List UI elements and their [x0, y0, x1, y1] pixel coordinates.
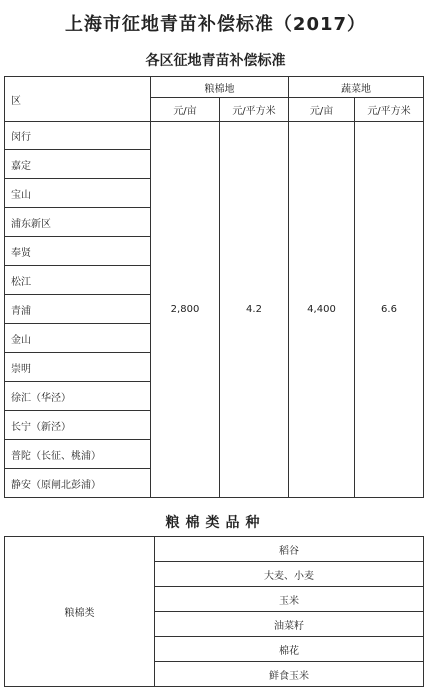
crop-varieties-title: 粮棉类品种	[165, 515, 266, 531]
district-cell: 奉贤	[5, 237, 151, 266]
table-subtitle: 各区征地青苗补偿标准	[145, 53, 286, 69]
crop-item: 大麦、小麦	[155, 562, 424, 587]
district-cell: 嘉定	[5, 150, 151, 179]
crop-varieties-table	[4, 536, 424, 687]
district-cell: 松江	[5, 266, 151, 295]
crop-item: 玉米	[155, 587, 424, 612]
crop-item: 稻谷	[155, 537, 424, 562]
district-cell: 普陀（长征、桃浦）	[5, 440, 151, 469]
vegetable-land-header: 蔬菜地	[289, 77, 424, 98]
district-cell: 青浦	[5, 295, 151, 324]
grain-unit-mu: 元/亩	[151, 98, 220, 122]
veg-unit-sqm: 元/平方米	[355, 98, 424, 122]
district-cell: 长宁（新泾）	[5, 411, 151, 440]
grain-unit-sqm: 元/平方米	[220, 98, 289, 122]
district-cell: 徐汇（华泾）	[5, 382, 151, 411]
page-title: 上海市征地青苗补偿标准（2017）	[64, 14, 367, 35]
district-header: 区	[5, 77, 151, 122]
crop-category-cell: 粮棉类	[5, 537, 155, 687]
district-cell: 静安（原闸北彭浦）	[5, 469, 151, 498]
district-cell: 金山	[5, 324, 151, 353]
district-cell: 宝山	[5, 179, 151, 208]
veg-sqm-value: 6.6	[355, 122, 424, 498]
grain-land-header: 粮棉地	[151, 77, 289, 98]
crop-item: 棉花	[155, 637, 424, 662]
district-cell: 浦东新区	[5, 208, 151, 237]
district-cell: 闵行	[5, 122, 151, 150]
veg-unit-mu: 元/亩	[289, 98, 355, 122]
grain-sqm-value: 4.2	[220, 122, 289, 498]
veg-mu-value: 4,400	[289, 122, 355, 498]
crop-item: 油菜籽	[155, 612, 424, 637]
crop-item: 鲜食玉米	[155, 662, 424, 687]
compensation-table	[4, 76, 424, 498]
grain-mu-value: 2,800	[151, 122, 220, 498]
district-cell: 崇明	[5, 353, 151, 382]
